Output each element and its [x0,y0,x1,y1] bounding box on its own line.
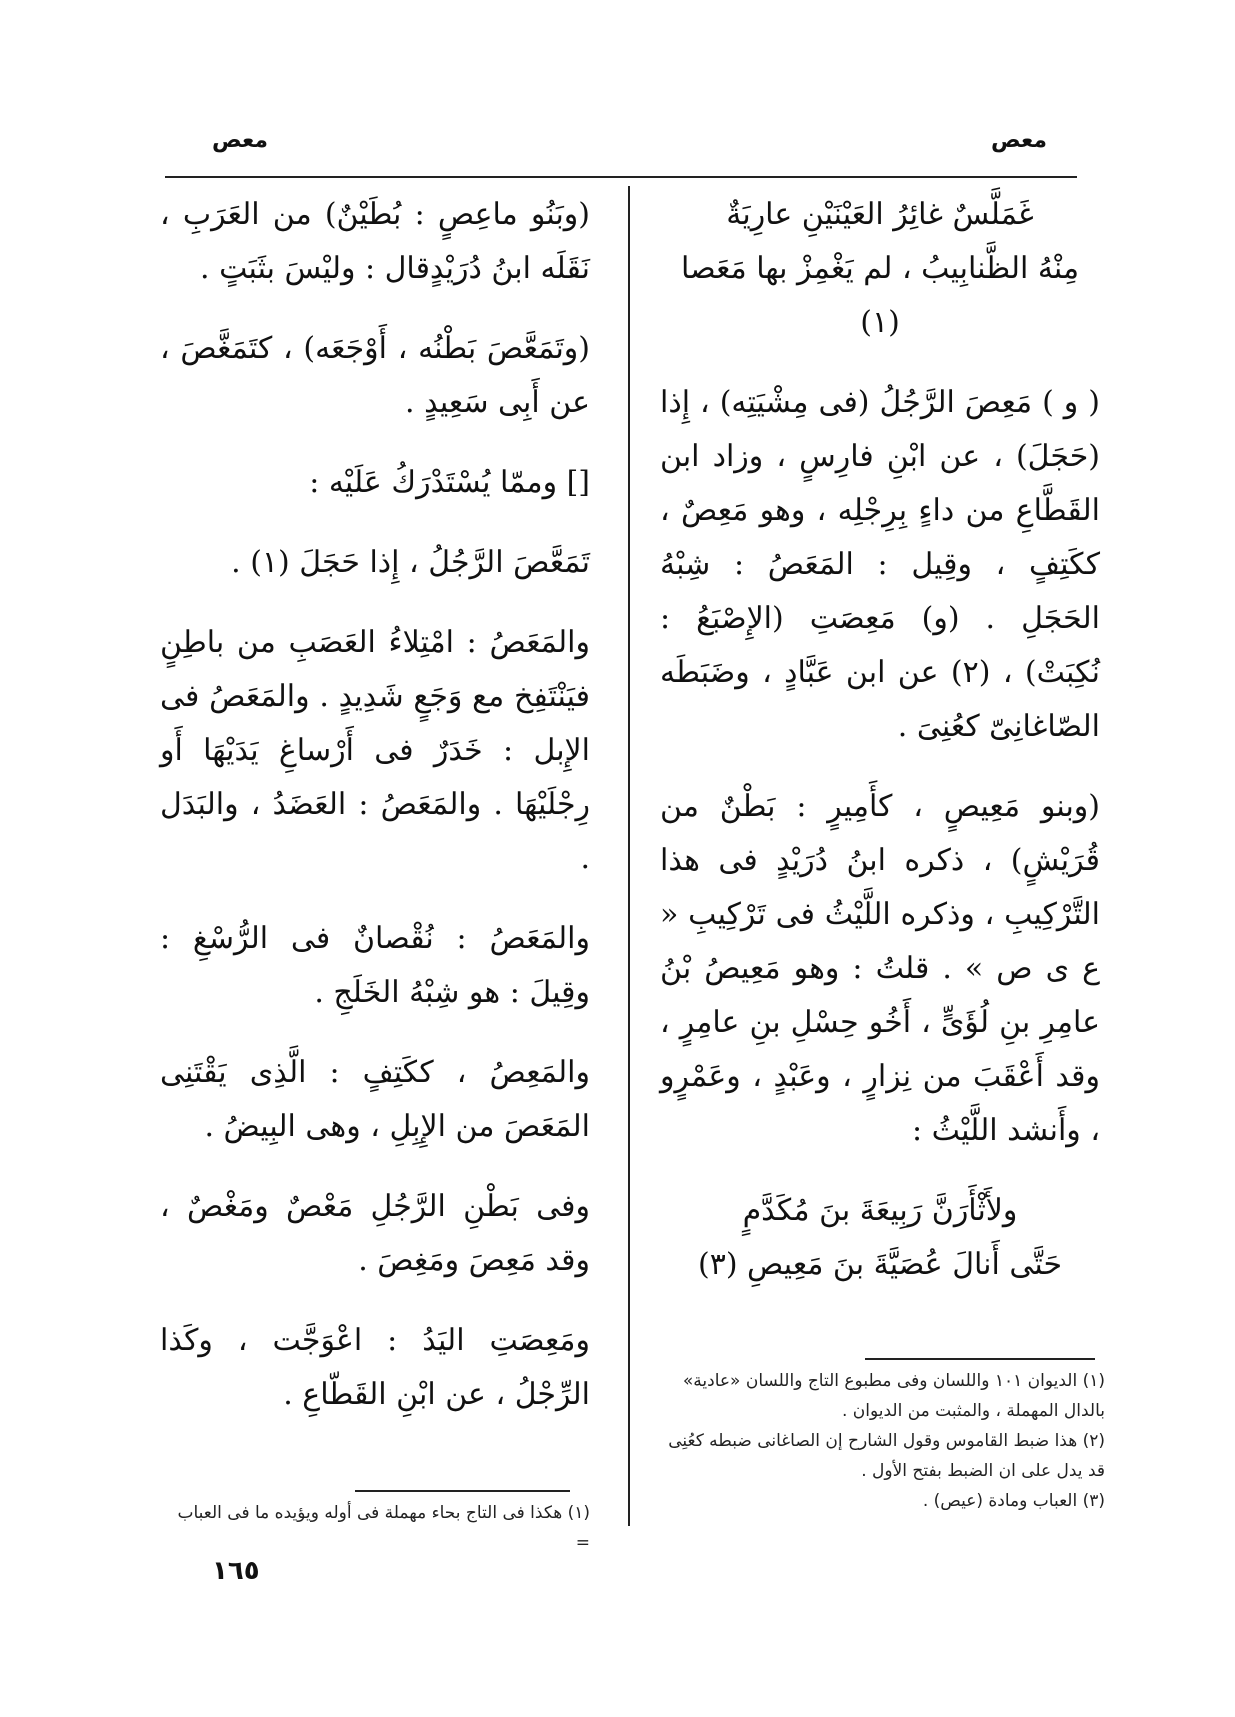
paragraph: (وبَنُو ماعِصٍ : بُطَيْنٌ) من العَرَبِ ، نَقَلَه ابنُ دُرَيْدٍقال : وليْسَ بثَبَتٍ . [160,197,590,286]
footnote: (١) هكذا فى التاج بحاء مهملة فى أوله ويؤيده ما فى العباب = [177,1503,590,1553]
left-column [160,188,590,1448]
paragraph: (وتَمَعَّصَ بَطْنُه ، أَوْجَعَه) ، كتَمَغَّصَ ، عن أَبِى سَعِيدٍ . [160,331,590,420]
verse-line: ولأَثْأَرَنَّ رَبِيعَةَ بنَ مُكَدَّمٍ [742,1193,1018,1228]
paragraph: ومَعِصَتِ اليَدُ : اعْوَجَّت ، وكَذا الرِّجْلُ ، عن ابْنِ القَطّاعِ . [160,1323,590,1412]
paragraph: والمَعَصُ : نُقْصانٌ فى الرُّسْغِ : وقِيلَ : هو شِبْهُ الخَلَجِ . [160,921,590,1010]
verse-line: مِنْهُ الظَّنابِيبُ ، لم يَغْمِزْ بها مَعَصا (١) [680,251,1080,340]
footnote: (٢) هذا ضبط القاموس وقول الشارح إن الصاغانى ضبطه كعُنِى قد يدل على ان الضبط بفتح الأول . [668,1431,1105,1481]
paragraph: والمَعِصُ ، ككَتِفٍ : الَّذِى يَقْتَنِى المَعَصَ من الإِبِلِ ، وهى البِيضُ . [160,1055,590,1144]
verse-line: غَمَلَّسٌ غائِرُ العَيْنَيْنِ عارِيَةٌ [726,197,1034,232]
verse-2 [660,1184,1100,1292]
paragraph: والمَعَصُ : امْتِلاءُ العَصَبِ من باطِنٍ فيَنْتَفِخ مع وَجَعٍ شَدِيدٍ . والمَعَصُ فى الإِبل : خَدَرٌ فى أَرْساغِ يَدَيْهَا أَو رِجْلَيْهَا . والمَعَصُ : العَضَدُ ، والبَدَل . [160,625,590,876]
running-header-right: معص [990,128,1047,153]
running-header-left: معص [212,128,269,153]
right-column [660,188,1100,1318]
footnotes-right [660,1366,1105,1516]
footnotes-left [160,1498,590,1558]
paragraph: تَمَعَّصَ الرَّجُلُ ، إِذا حَجَلَ (١) . [231,545,590,580]
footnote: (١) الديوان ١٠١ واللسان وفى مطبوع التاج واللسان «عادية» بالدال المهملة ، والمثبت من الديوان . [682,1371,1105,1421]
verse-1 [660,188,1100,350]
paragraph: وفى بَطْنِ الرَّجُلِ مَعْصٌ ومَغْصٌ ، وقد مَعِصَ ومَغِصَ . [160,1189,590,1278]
page-number: ١٦٥ [212,1556,260,1586]
header-rule [165,176,1077,178]
verse-line: حَتَّى أَنالَ عُصَيَّةَ بنَ مَعِيصِ (٣) [697,1247,1063,1282]
footnote-rule-left [355,1490,570,1492]
paragraph: (وبنو مَعِيصٍ ، كأَمِيرٍ : بَطْنٌ من قُرَيْشٍ) ، ذكره ابنُ دُرَيْدٍ فى هذا التَّرْكِيبِ ، وذكره اللَّيْثُ فى تَرْكِيبِ « ع ى ص » . قلتُ : وهو مَعِيصُ بْنُ عامِرِ بنِ لُؤَىٍّ ، أَخُو حِسْلِ بنِ عامِرٍ ، وقد أَعْقَبَ من نِزارٍ ، وعَبْدٍ ، وعَمْرٍو ، وأَنشد اللَّيْثُ : [660,789,1100,1148]
column-divider [628,186,630,1526]
footnote: (٣) العباب ومادة (عيص) . [922,1491,1105,1511]
footnote-rule-right [865,1358,1095,1360]
paragraph: ( و ) مَعِصَ الرَّجُلُ (فى مِشْيَتِه) ، إِذا (حَجَلَ) ، عن ابْنِ فارِسٍ ، وزاد ابن القَطَّاعِ من داءٍ بِرِجْلِه ، وهو مَعِصٌ ، ككَتِفٍ ، وقِيل : المَعَصُ : شِبْهُ الحَجَلِ . (و) مَعِصَتِ (الإِصْبَعُ : نُكِبَتْ) ، (٢) عن ابن عَبَّادٍ ، وضَبَطَه الصّاغانِىّ كعُنِىَ . [660,385,1100,744]
paragraph: [] وممّا يُسْتَدْرَكُ عَلَيْه : [309,465,590,500]
